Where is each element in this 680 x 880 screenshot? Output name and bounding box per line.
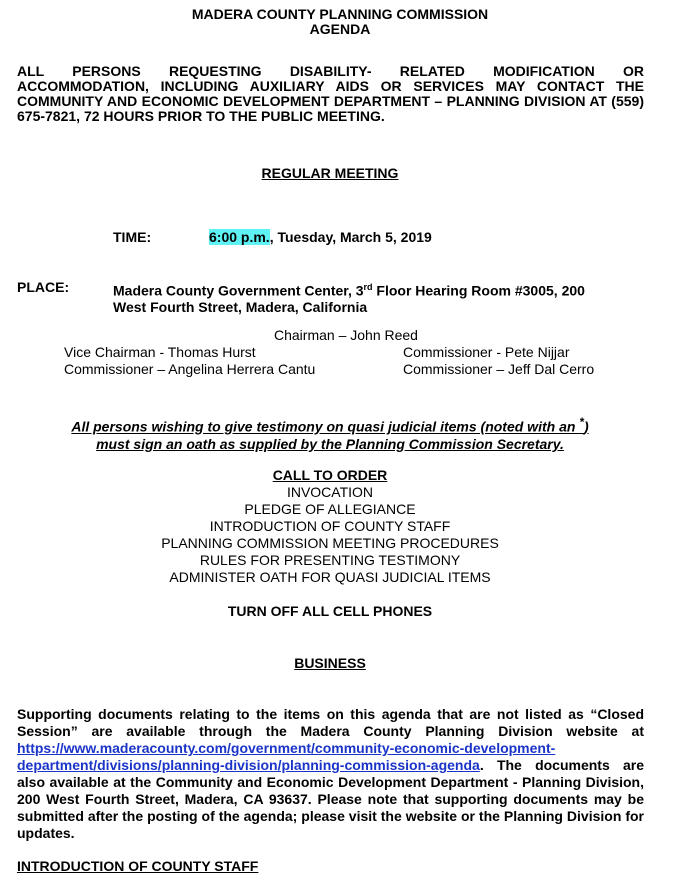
meeting-date: , Tuesday, March 5, 2019 bbox=[269, 229, 432, 245]
commissioner-3: Commissioner – Jeff Dal Cerro bbox=[403, 361, 595, 377]
documents-intro: Supporting documents relating to the items on this agenda that are not listed as “Closed Session” are available through the Madera County Planning Division website at bbox=[17, 706, 644, 739]
planning-agenda-link[interactable]: https://www.maderacounty.com/government/community-economic-development-department/divisions/planning-division/planning-commission-agenda bbox=[17, 740, 556, 773]
agenda-item: PLEDGE OF ALLEGIANCE bbox=[244, 501, 416, 517]
commissioner-2: Commissioner – Angelina Herrera Cantu bbox=[64, 361, 316, 377]
call-to-order-heading: CALL TO ORDER bbox=[272, 467, 388, 483]
agenda-item: ADMINISTER OATH FOR QUASI JUDICIAL ITEMS bbox=[169, 569, 491, 585]
agenda-item: RULES FOR PRESENTING TESTIMONY bbox=[199, 552, 461, 568]
vice-chairman: Vice Chairman - Thomas Hurst bbox=[64, 344, 256, 360]
oath-line-2: must sign an oath as supplied by the Planning Commission Secretary. bbox=[96, 435, 564, 452]
oath-line-1-text: All persons wishing to give testimony on quasi judicial items (noted with an bbox=[71, 418, 580, 435]
agenda-title: AGENDA bbox=[309, 21, 371, 37]
introduction-heading: INTRODUCTION OF COUNTY STAFF bbox=[17, 858, 259, 874]
meeting-hour-highlight: 6:00 p.m. bbox=[209, 229, 270, 245]
business-heading: BUSINESS bbox=[294, 655, 366, 671]
place-suffix: Floor Hearing Room #3005, 200 bbox=[372, 282, 585, 299]
notice-line-1: ALL PERSONS REQUESTING DISABILITY- RELATED MODIFICATION OR bbox=[17, 63, 644, 79]
commissioner-1: Commissioner - Pete Nijjar bbox=[403, 344, 570, 360]
oath-line-1 bbox=[40, 414, 620, 436]
star-marker: * bbox=[579, 415, 584, 429]
place-prefix: Madera County Government Center, 3 bbox=[113, 282, 364, 299]
call-to-order-section bbox=[0, 467, 660, 586]
agenda-item: PLANNING COMMISSION MEETING PROCEDURES bbox=[161, 535, 499, 551]
oath-line-1-end: ) bbox=[583, 418, 589, 435]
agenda-item: INTRODUCTION OF COUNTY STAFF bbox=[209, 518, 451, 534]
supporting-documents-paragraph bbox=[17, 706, 644, 842]
commission-title: MADERA COUNTY PLANNING COMMISSION bbox=[191, 6, 489, 22]
oath-notice bbox=[40, 414, 620, 453]
time-label: TIME: bbox=[113, 229, 152, 245]
place-line-2: West Fourth Street, Madera, California bbox=[113, 298, 368, 315]
meeting-type-heading: REGULAR MEETING bbox=[261, 165, 399, 181]
chairman: Chairman – John Reed bbox=[274, 327, 418, 343]
place-superscript: rd bbox=[363, 282, 373, 292]
cell-phones-notice: TURN OFF ALL CELL PHONES bbox=[227, 603, 433, 619]
notice-rest: ACCOMMODATION, INCLUDING AUXILIARY AIDS OR SERVICES MAY CONTACT THE COMMUNITY AND ECONOMIC DEVELOPMENT DEPARTMENT – PLANNING DIVISION AT (559) 675-7821, 72 HOURS PRIOR TO THE PUBLIC MEETING. bbox=[17, 78, 644, 124]
meeting-place bbox=[113, 279, 653, 315]
meeting-time bbox=[209, 229, 432, 245]
accessibility-notice bbox=[17, 64, 644, 124]
agenda-item: INVOCATION bbox=[286, 484, 374, 500]
documents-outro: . The documents are also available at the Community and Economic Development Department - Planning Division, 200 West Fourth Street, Madera, CA 93637. Please note that supporting documents may be submitted after the posting of the agenda; please visit the website or the Planning Division for updates. bbox=[17, 757, 644, 841]
place-label: PLACE: bbox=[17, 279, 70, 295]
place-line-1 bbox=[113, 279, 653, 299]
document-header bbox=[0, 7, 680, 37]
